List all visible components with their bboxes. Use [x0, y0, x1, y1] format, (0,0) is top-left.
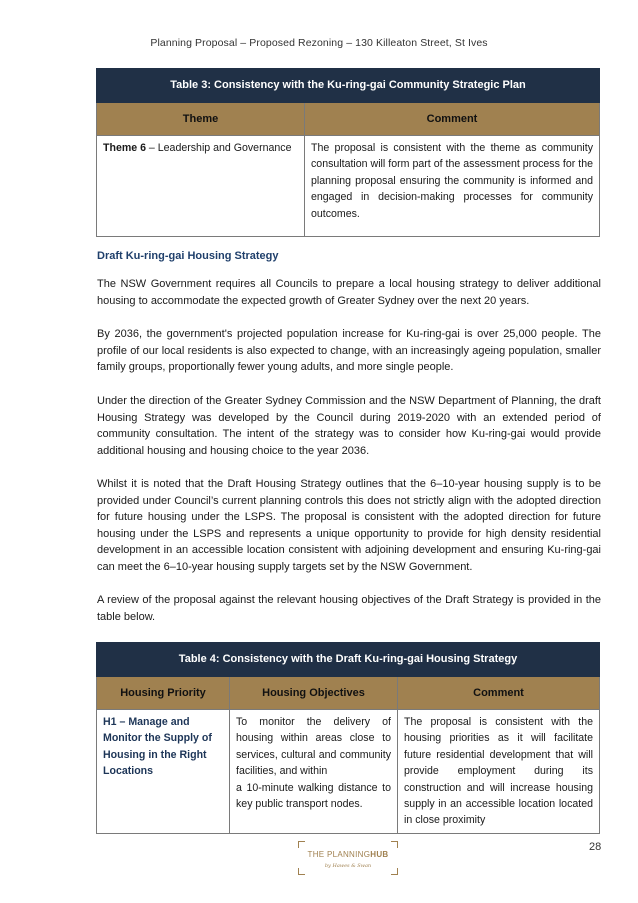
table4-header-comment: Comment — [398, 677, 600, 710]
planning-hub-logo — [298, 841, 398, 875]
objectives-text: To monitor the delivery of housing within areas close to services, cultural and community facilities, and within — [236, 716, 391, 778]
table3-header-comment: Comment — [305, 103, 600, 136]
section-heading: Draft Ku-ring-gai Housing Strategy — [97, 250, 279, 262]
page-header: Planning Proposal – Proposed Rezoning – 130 Killeaton Street, St Ives — [150, 37, 488, 49]
paragraph: A review of the proposal against the relevant housing objectives of the Draft Strategy is provided in the table below. — [97, 594, 601, 623]
table4-title: Table 4: Consistency with the Draft Ku-ring-gai Housing Strategy — [97, 643, 600, 677]
paragraph: Whilst it is noted that the Draft Housing Strategy outlines that the 6–10-year housing supply is to be provided under Council’s current planning controls this does not strictly align with the adopted direction for future housing under the LSPS. The proposal is consistent with the adopted direction for future housing under the LSPS and represents a unique opportunity to provide for high density residential development in an accessible location consistent with adjoining development and ensuring Ku-ring-gai can meet the 6–10-year housing supply targets set by the NSW Government. — [97, 478, 601, 573]
table4-priority-cell: H1 – Manage and Monitor the Supply of Housing in the Right Locations — [97, 710, 230, 834]
table3-comment-cell: The proposal is consistent with the theme as community consultation will form part of the assessment process for the planning proposal ensuring the community is informed and engaged in decision-making processes for community outcomes. — [305, 136, 600, 237]
theme-name: – Leadership and Governance — [145, 142, 292, 154]
table4-comment-cell: The proposal is consistent with the housing priorities as it will facilitate future residential development that will provide employment during its construction and will increase housing supply in an accessible location located in close proximity — [398, 710, 600, 834]
table-housing-strategy — [96, 642, 600, 834]
table3-title: Table 3: Consistency with the Ku-ring-gai Community Strategic Plan — [97, 69, 600, 103]
table-row — [97, 136, 600, 237]
table-community-strategic-plan — [96, 68, 600, 237]
logo-tagline: by Hawes & Swan — [324, 863, 372, 869]
table3-header-theme: Theme — [97, 103, 305, 136]
table4-header-objectives: Housing Objectives — [230, 677, 398, 710]
paragraph: By 2036, the government's projected population increase for Ku-ring-gai is over 25,000 people. The profile of our local residents is also expected to change, with an increasingly ageing population, smaller family groups, proportionally fewer young adults, and more single people. — [97, 328, 601, 374]
paragraph: Under the direction of the Greater Sydney Commission and the NSW Department of Planning, the draft Housing Strategy was developed by the Council during 2019-2020 with an extended period of community consultation. The intent of the strategy was to consider how Ku-ring-gai would provide additional housing and housing choice to the year 2036. — [97, 395, 601, 457]
objectives-text: a 10-minute walking distance to key public transport nodes. — [236, 781, 391, 811]
paragraph: The NSW Government requires all Councils to prepare a local housing strategy to deliver additional housing to accommodate the expected growth of Greater Sydney over the next 20 years. — [97, 278, 601, 307]
page-number: 28 — [589, 841, 602, 853]
theme-label: Theme 6 — [103, 142, 146, 154]
table4-header-priority: Housing Priority — [97, 677, 230, 710]
table-row — [97, 710, 600, 834]
table4-objectives-cell — [230, 710, 398, 834]
table3-theme-cell — [97, 136, 305, 237]
logo-wordmark: THE PLANNINGHUB — [307, 850, 389, 859]
